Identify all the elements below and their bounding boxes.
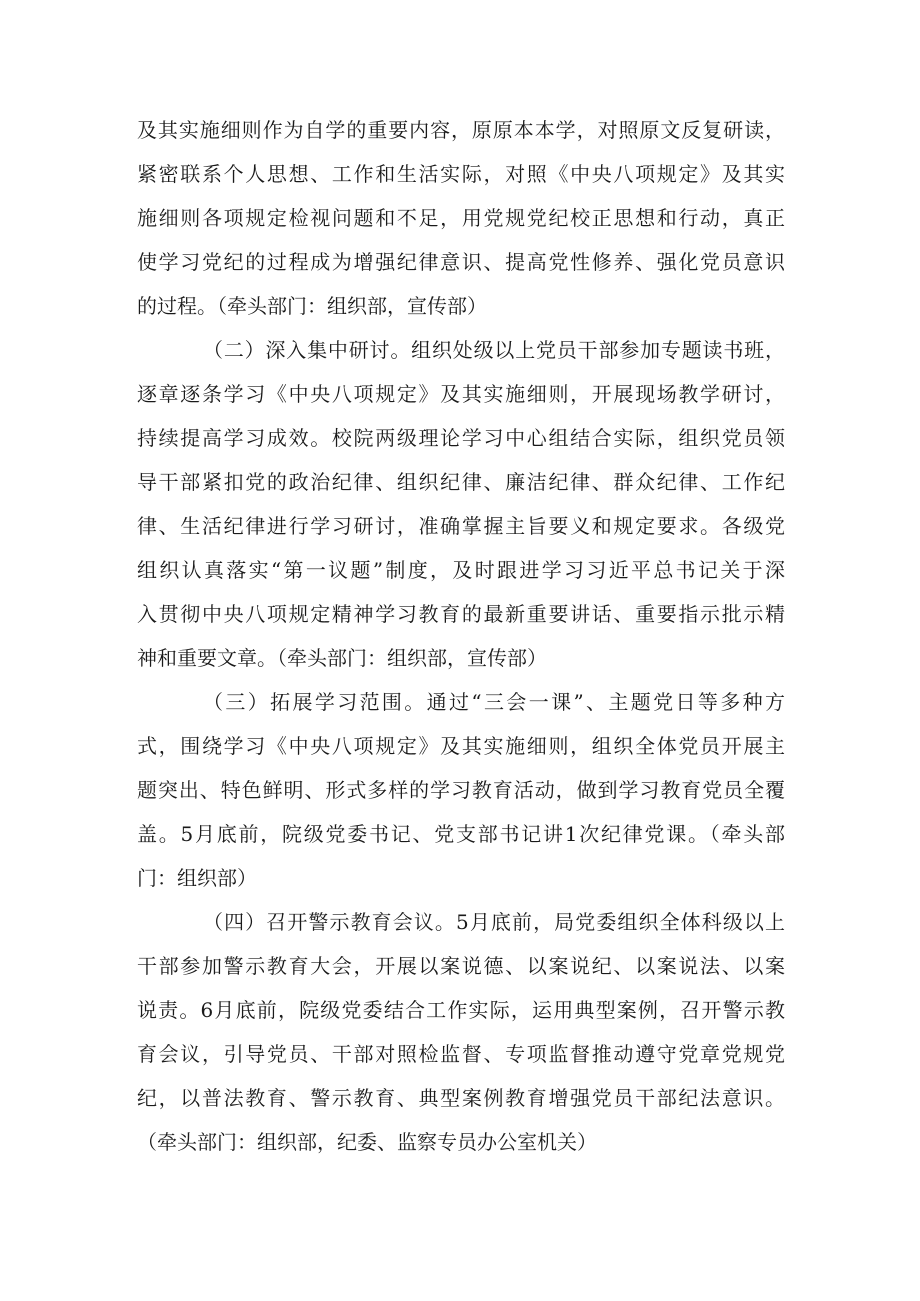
- section-heading-line: （四）召开警示教育会议。5月底前，局党委组织全体科级以上: [203, 910, 785, 934]
- text-line: 题突出、特色鲜明、形式多样的学习教育活动，做到学习教育党员全覆: [137, 778, 785, 802]
- text-line: 盖。5月底前，院级党委书记、党支部书记讲1次纪律党课。（牵头部: [137, 822, 785, 846]
- text-line: 纪，以普法教育、警示教育、典型案例教育增强党员干部纪法意识。: [137, 1086, 785, 1110]
- text-line: 使学习党纪的过程成为增强纪律意识、提高党性修养、强化党员意识: [137, 250, 785, 274]
- text-line: 导干部紧扣党的政治纪律、组织纪律、廉洁纪律、群众纪律、工作纪: [137, 470, 785, 494]
- text-line: 及其实施细则作为自学的重要内容，原原本本学，对照原文反复研读，: [137, 118, 785, 142]
- section-heading-line: （二）深入集中研讨。组织处级以上党员干部参加专题读书班，: [203, 338, 785, 362]
- text-line: 育会议，引导党员、干部对照检监督、专项监督推动遵守党章党规党: [137, 1042, 785, 1066]
- document-body: [137, 108, 785, 1164]
- text-line: 紧密联系个人思想、工作和生活实际，对照《中央八项规定》及其实: [137, 162, 785, 186]
- paragraph-section-2: [137, 328, 785, 680]
- text-line: 门：组织部）: [137, 866, 257, 890]
- paragraph-section-3: [137, 680, 785, 900]
- text-line: 律、生活纪律进行学习研讨，准确掌握主旨要义和规定要求。各级党: [137, 514, 785, 538]
- text-line: 持续提高学习成效。校院两级理论学习中心组结合实际，组织党员领: [137, 426, 785, 450]
- text-line: 组织认真落实“第一议题”制度，及时跟进学习习近平总书记关于深: [137, 558, 785, 582]
- text-line: 的过程。（牵头部门：组织部，宣传部）: [137, 294, 487, 318]
- text-line: 式，围绕学习《中央八项规定》及其实施细则，组织全体党员开展主: [137, 734, 785, 758]
- text-line: 神和重要文章。（牵头部门：组织部，宣传部）: [137, 646, 547, 670]
- paragraph-intro-continued: [137, 108, 785, 328]
- text-line: 入贯彻中央八项规定精神学习教育的最新重要讲话、重要指示批示精: [137, 602, 785, 626]
- text-line: 说责。6月底前，院级党委结合工作实际，运用典型案例，召开警示教: [137, 998, 785, 1022]
- text-line: 干部参加警示教育大会，开展以案说德、以案说纪、以案说法、以案: [137, 954, 785, 978]
- section-heading-line: （三）拓展学习范围。通过“三会一课”、主题党日等多种方: [203, 690, 785, 714]
- paragraph-section-4: [137, 900, 785, 1164]
- text-line: 施细则各项规定检视问题和不足，用党规党纪校正思想和行动，真正: [137, 206, 785, 230]
- text-line: （牵头部门：组织部，纪委、监察专员办公室机关）: [137, 1130, 597, 1154]
- text-line: 逐章逐条学习《中央八项规定》及其实施细则，开展现场教学研讨，: [137, 382, 785, 406]
